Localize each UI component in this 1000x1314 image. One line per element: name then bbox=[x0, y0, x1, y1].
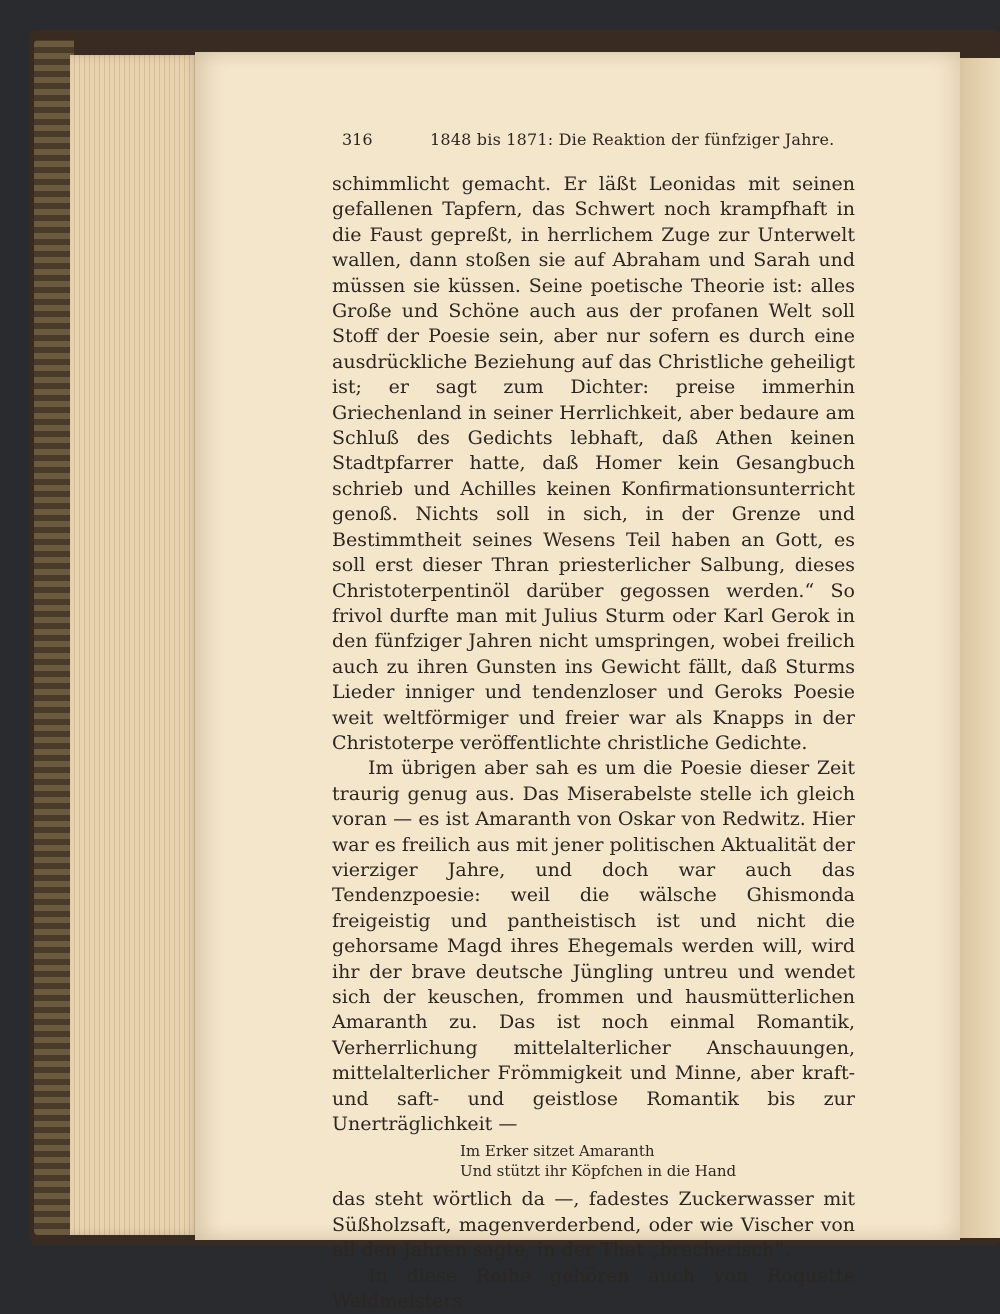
facing-page-edge bbox=[958, 58, 1000, 1238]
paragraph: das steht wörtlich da —, fadestes Zuckerwasser mit Süßholzsaft, magenverderbend, oder wie Vischer von all den Jahren sagte, in der That „brecherisch“. bbox=[332, 1188, 855, 1262]
paragraph: Im übrigen aber sah es um die Poesie dieser Zeit traurig genug aus. Das Miserabelste stelle ich gleich voran — es ist Amaranth von Oskar von Redwitz. Hier war es freilich aus mit jener politischen Aktualität der vierziger Jahre, und doch war auch das Tendenzpoesie: weil die wälsche Ghismonda freigeistig und pantheistisch ist und nicht die gehorsame Magd ihres Ehegemals werden will, wird ihr der brave deutsche Jüngling untreu und wendet sich der keuschen, frommen und hausmütterlichen Amaranth zu. Das ist noch einmal Romantik, Verherrlichung mittelalterlicher Anschauungen, mittelalterlicher Frömmigkeit und Minne, aber kraft- und saft- und geistlose Romantik bis zur Unerträglichkeit — bbox=[332, 757, 855, 1136]
running-title: 1848 bis 1871: Die Reaktion der fünfziger Jahre. bbox=[430, 130, 835, 149]
page-edges-stack bbox=[70, 55, 200, 1235]
verse-line: Im Erker sitzet Amaranth bbox=[460, 1142, 655, 1161]
paragraph: In diese Reihe gehören auch von Roquette Waldmeisters bbox=[332, 1264, 855, 1313]
page-number: 316 bbox=[342, 130, 373, 149]
running-header bbox=[342, 130, 862, 154]
cover-marbled-edge bbox=[34, 40, 74, 1235]
verse-quote bbox=[332, 1141, 855, 1181]
body-text bbox=[332, 172, 855, 1314]
verse-line: Und stützt ihr Köpfchen in die Hand bbox=[460, 1162, 737, 1181]
paragraph: schimmlicht gemacht. Er läßt Leonidas mit seinen gefallenen Tapfern, das Schwert noch krampfhaft in die Faust gepreßt, in herrlichem Zuge zur Unterwelt wallen, dann stoßen sie auf Abraham und Sarah und müssen sie küssen. Seine poetische Theorie ist: alles Große und Schöne auch aus der profanen Welt soll Stoff der Poesie sein, aber nur sofern es durch eine ausdrückliche Beziehung auf das Christliche geheiligt ist; er sagt zum Dichter: preise immerhin Griechenland in seiner Herrlichkeit, aber bedaure am Schluß des Gedichts lebhaft, daß Athen keinen Stadtpfarrer hatte, daß Homer kein Gesangbuch schrieb und Achilles keinen Konfirmationsunterricht genoß. Nichts soll in sich, in der Grenze und Bestimmtheit seines Wesens Teil haben an Gott, es soll erst dieser Thran priesterlicher Salbung, dieses Christoterpentinöl darüber gegossen werden.“ So frivol durfte man mit Julius Sturm oder Karl Gerok in den fünfziger Jahren nicht umspringen, wobei freilich auch zu ihren Gunsten ins Gewicht fällt, daß Sturms Lieder inniger und tendenzloser und Geroks Poesie weit weltförmiger und freier war als Knapps in der Christoterpe veröffentlichte christliche Gedichte. bbox=[332, 173, 855, 754]
